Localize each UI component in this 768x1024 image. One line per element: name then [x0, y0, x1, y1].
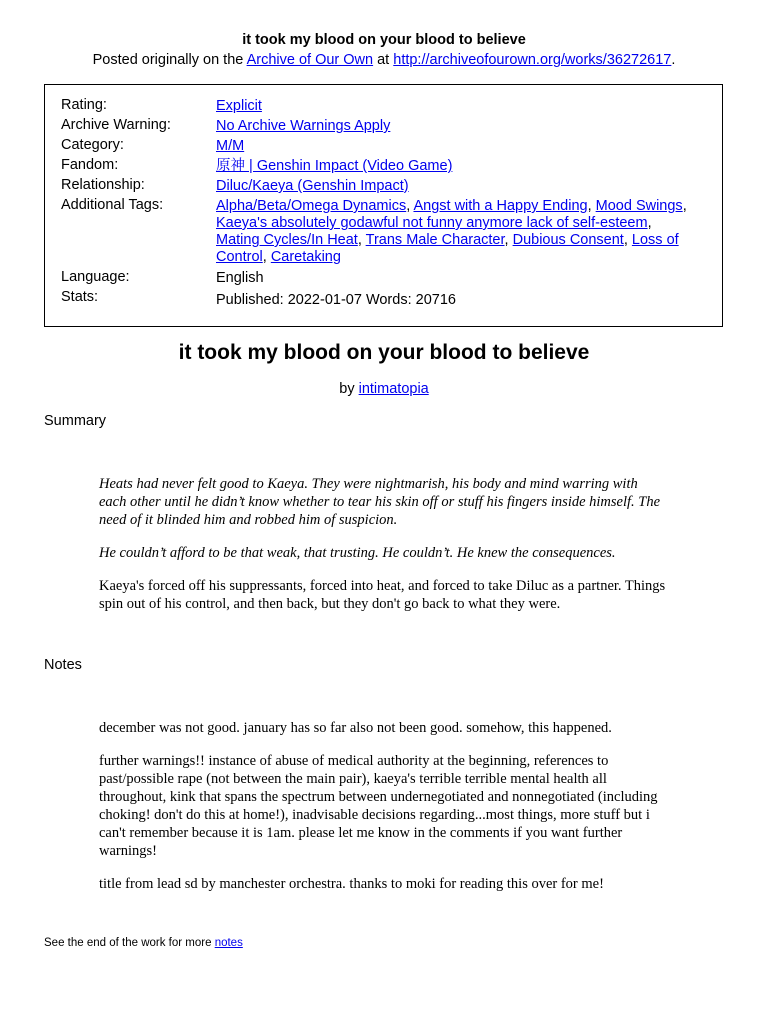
stats-value: Published: 2022-01-07 Words: 20716 [216, 292, 456, 308]
language-label: Language: [61, 269, 130, 285]
tag-link[interactable]: Mood Swings [595, 198, 683, 214]
summary-paragraph: He couldn’t afford to be that weak, that trusting. He couldn’t. He knew the consequences. [99, 545, 616, 561]
tag-link[interactable]: Trans Male Character [365, 232, 505, 248]
header-title: it took my blood on your blood to believe [242, 32, 526, 48]
language-value: English [216, 270, 264, 286]
end-notes-text: See the end of the work for more [44, 937, 215, 949]
work-title: it took my blood on your blood to believe [178, 341, 590, 364]
byline-prefix: by [339, 381, 359, 397]
at-text: at [373, 52, 394, 68]
end-notes-pointer [44, 936, 243, 950]
summary-paragraph: Heats had never felt good to Kaeya. They were nightmarish, his body and mind warring with each other until he didn’t know whether to tear his skin off or stuff his fingers inside himself. The need of it blinded him and robbed him of suspicion. [99, 476, 661, 528]
warning-label: Archive Warning: [61, 117, 171, 133]
category-label: Category: [61, 137, 124, 153]
relationship-value [216, 178, 688, 195]
tag-separator: , [357, 232, 366, 248]
tags-label: Additional Tags: [61, 197, 164, 213]
tag-link[interactable]: Dubious Consent [512, 232, 624, 248]
tag-separator: , [682, 198, 687, 214]
summary-block [99, 475, 668, 613]
rating-link[interactable]: Explicit [216, 98, 262, 114]
rating-value [216, 98, 688, 115]
stats-label: Stats: [61, 289, 99, 305]
tag-separator: , [504, 232, 513, 248]
warning-value [216, 118, 688, 135]
category-link[interactable]: M/M [216, 138, 245, 154]
summary-heading: Summary [44, 413, 107, 429]
posted-suffix: . [671, 52, 676, 68]
tag-separator: , [647, 215, 652, 231]
notes-paragraph: further warnings!! instance of abuse of medical authority at the beginning, references to past/possible rape (not between the main pair), kaeya's terrible terrible mental health all throughout, kink that spans the spectrum between undernegotiated and nonnegotiated (including choking! don't do this at home!), inadvisable decisions regarding...most things, more stuff but i can't remember because it is 1am. please let me know in the comments if you want further warnings! [99, 753, 658, 859]
summary-paragraph: Kaeya's forced off his suppressants, forced into heat, and forced to take Diluc as a partner. Things spin out of his control, and then back, but they don't go back to what they were. [99, 578, 666, 612]
fandom-link[interactable]: 原神 | Genshin Impact (Video Game) [216, 158, 453, 174]
rating-label: Rating: [61, 97, 107, 113]
tag-separator: , [623, 232, 632, 248]
byline [0, 380, 768, 398]
tag-link[interactable]: Loss of Control [216, 232, 679, 265]
metadata-box [44, 84, 723, 327]
top-header [0, 0, 768, 70]
tag-separator: , [406, 198, 414, 214]
end-notes-link[interactable]: notes [214, 937, 243, 949]
notes-paragraph: december was not good. january has so far also not been good. somehow, this happened. [99, 720, 612, 736]
tag-link[interactable]: Caretaking [270, 249, 341, 265]
tag-link[interactable]: Mating Cycles/In Heat [216, 232, 358, 248]
notes-heading: Notes [44, 657, 82, 673]
tag-link[interactable]: Kaeya's absolutely godawful not funny anymore lack of self-esteem [216, 215, 648, 231]
relationship-link[interactable]: Diluc/Kaeya (Genshin Impact) [216, 178, 409, 194]
author-link[interactable]: intimatopia [358, 381, 429, 397]
header-posted-line [0, 50, 768, 70]
fandom-value [216, 158, 688, 175]
tag-separator: , [587, 198, 596, 214]
notes-paragraph: title from lead sd by manchester orchestra. thanks to moki for reading this over for me! [99, 876, 604, 892]
relationship-label: Relationship: [61, 177, 145, 193]
fandom-label: Fandom: [61, 157, 119, 173]
tag-separator: , [262, 249, 271, 265]
work-url-link[interactable]: http://archiveofourown.org/works/36272617 [393, 52, 672, 68]
archive-link[interactable]: Archive of Our Own [246, 52, 374, 68]
notes-block [99, 719, 668, 893]
tags-value [216, 198, 688, 266]
category-value [216, 138, 688, 155]
posted-prefix: Posted originally on the [92, 52, 247, 68]
tag-link[interactable]: Angst with a Happy Ending [413, 198, 588, 214]
tag-link[interactable]: Alpha/Beta/Omega Dynamics [216, 198, 407, 214]
warning-link[interactable]: No Archive Warnings Apply [216, 118, 391, 134]
